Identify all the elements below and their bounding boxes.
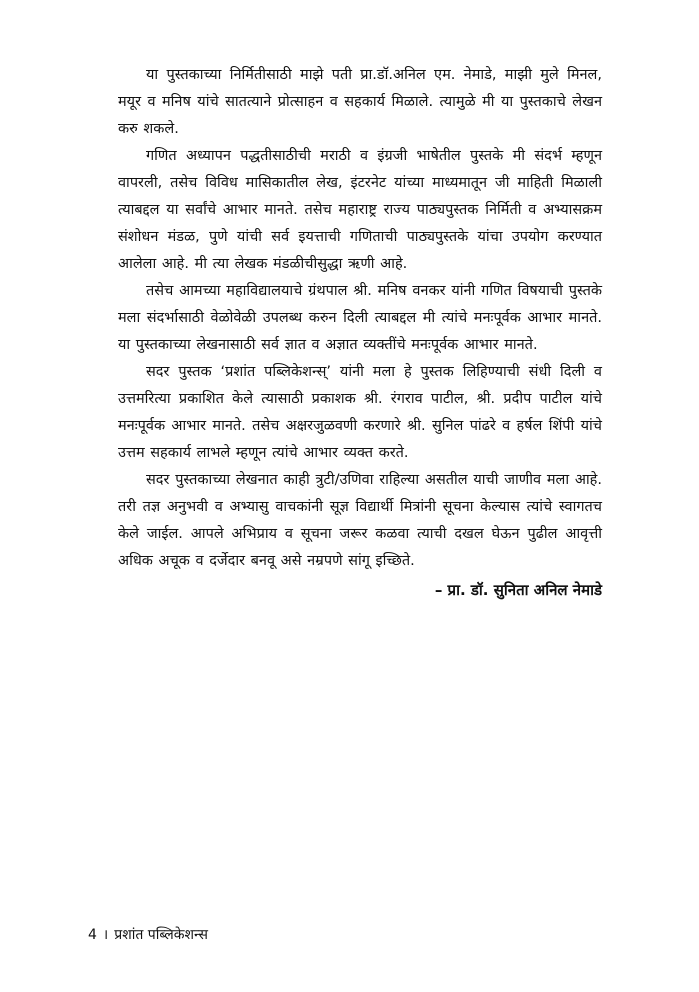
page-footer (88, 925, 208, 945)
acknowledgement-body (118, 62, 602, 603)
paragraph: तसेच आमच्या महाविद्यालयाचे ग्रंथपाल श्री. मनिष वनकर यांनी गणित विषयाची पुस्तके मला संदर्भासाठी वेळोवेळी उपलब्ध करुन दिली त्याबद्दल मी त्यांचे मनःपूर्वक आभार मानते. या पुस्तकाच्या लेखनासाठी सर्व ज्ञात व अज्ञात व्यक्तींचे मनःपूर्वक आभार मानते. (118, 283, 602, 353)
page-number: 4 (88, 927, 97, 943)
paragraph: सदर पुस्तक ‘प्रशांत पब्लिकेशन्स्’ यांनी मला हे पुस्तक लिहिण्याची संधी दिली व उत्तमरित्या प्रकाशित केले त्यासाठी प्रकाशक श्री. रंगराव पाटील, श्री. प्रदीप पाटील यांचे मनःपूर्वक आभार मानते. तसेच अक्षरजुळवणी करणारे श्री. सुनिल पांढरे व हर्षल शिंपी यांचे उत्तम सहकार्य लाभले म्हणून त्यांचे आभार व्यक्त करते. (118, 364, 602, 461)
paragraph: सदर पुस्तकाच्या लेखनात काही त्रुटी/उणिवा राहिल्या असतील याची जाणीव मला आहे. तरी तज्ञ अनुभवी व अभ्यासु वाचकांनी सूज्ञ विद्यार्थी मित्रांनी सूचना केल्यास त्यांचे स्वागतच केले जाईल. आपले अभिप्राय व सूचना जरूर कळवा त्याची दखल घेऊन पुढील आवृत्ती अधिक अचूक व दर्जेदार बनवू असे नम्रपणे सांगू इच्छिते. (118, 472, 602, 569)
paragraph: गणित अध्यापन पद्धतीसाठीची मराठी व इंग्रजी भाषेतील पुस्तके मी संदर्भ म्हणून वापरली, तसेच विविध मासिकातील लेख, इंटरनेट यांच्या माध्यमातून जी माहिती मिळाली त्याबद्दल या सर्वांचे आभार मानते. तसेच महाराष्ट्र राज्य पाठ्यपुस्तक निर्मिती व अभ्यासक्रम संशोधन मंडळ, पुणे यांची सर्व इयत्ताची गणिताची पाठ्यपुस्तके यांचा उपयोग करण्यात आलेला आहे. मी त्या लेखक मंडळीचीसुद्धा ऋणी आहे. (118, 148, 602, 272)
paragraph: या पुस्तकाच्या निर्मितीसाठी माझे पती प्रा.डॉ.अनिल एम. नेमाडे, माझी मुले मिनल, मयूर व मनिष यांचे सातत्याने प्रोत्साहन व सहकार्य मिळाले. त्यामुळे मी या पुस्तकाचे लेखन करु शकले. (118, 67, 602, 137)
footer-separator: । (102, 927, 109, 943)
publisher-name: प्रशांत पब्लिकेशन्स (114, 927, 208, 943)
author-signature: – प्रा. डॉ. सुनिता अनिल नेमाडे (434, 581, 602, 599)
